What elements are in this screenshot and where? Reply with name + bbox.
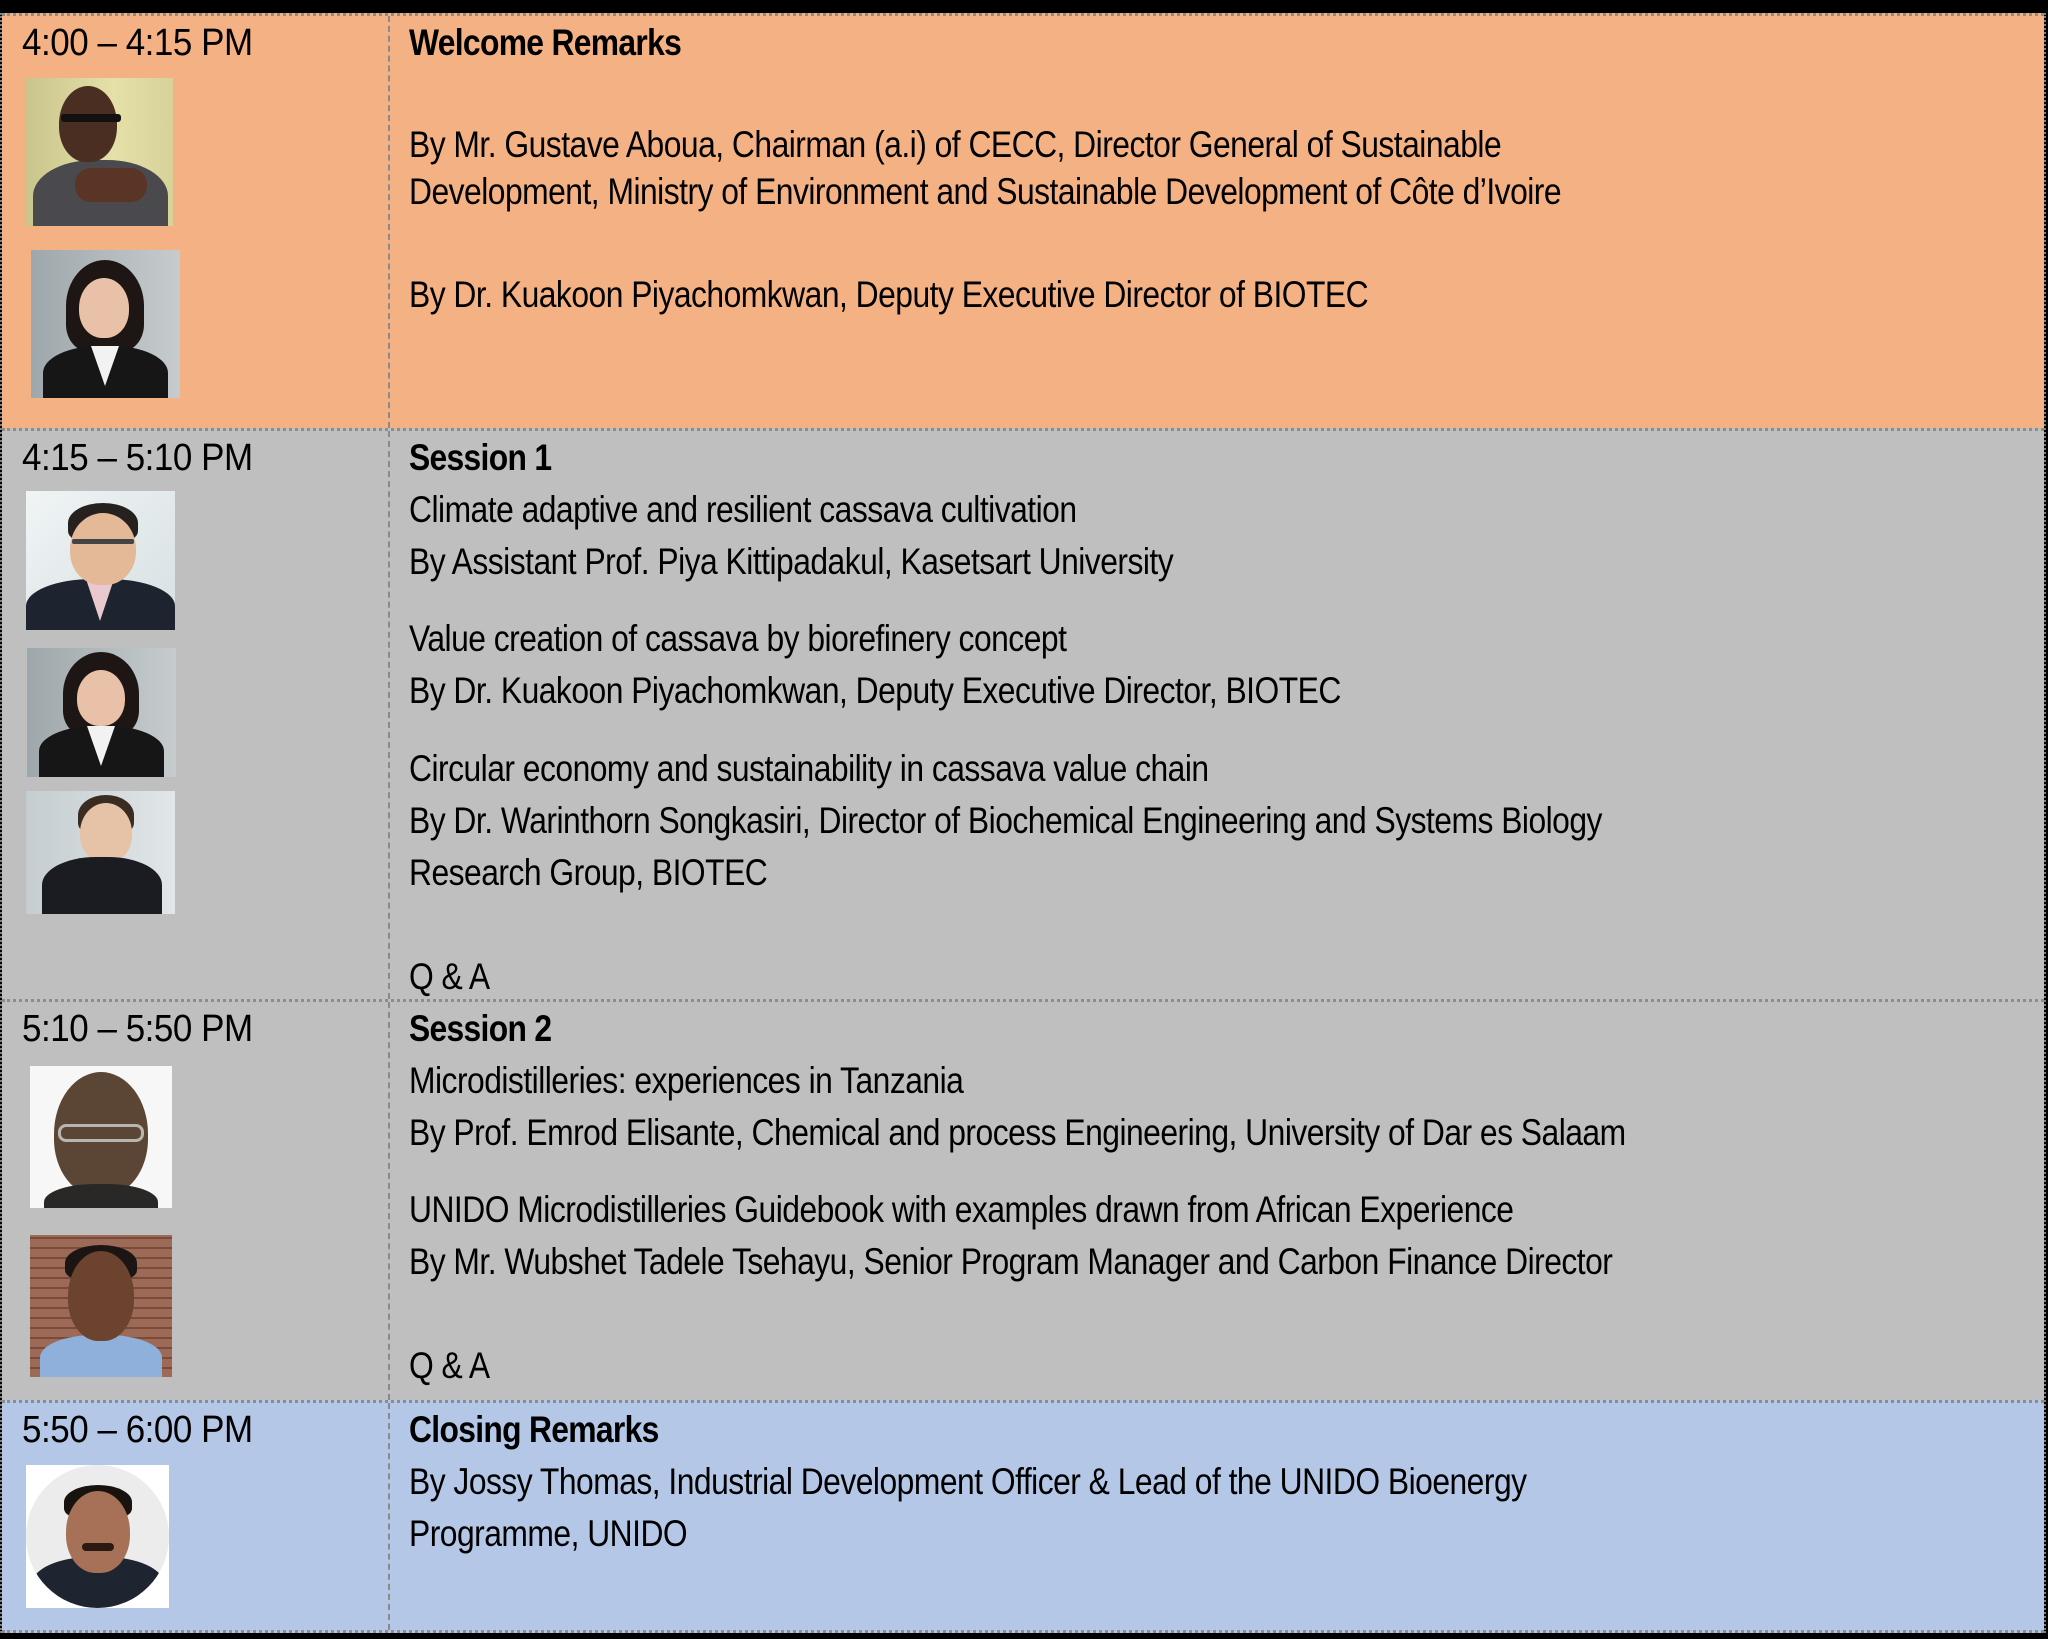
talk-speaker: By Mr. Wubshet Tadele Tsehayu, Senior Program Manager and Carbon Finance Director: [409, 1241, 1613, 1282]
row-title: Session 1: [409, 437, 552, 478]
talk-topic: Microdistilleries: experiences in Tanzania: [409, 1060, 964, 1101]
speaker-line: Development, Ministry of Environment and Sustainable Development of Côte d’Ivoire: [409, 171, 1562, 212]
speaker-line: Programme, UNIDO: [409, 1513, 688, 1554]
row-title: Closing Remarks: [409, 1409, 659, 1450]
talk-speaker: By Dr. Kuakoon Piyachomkwan, Deputy Executive Director, BIOTEC: [409, 670, 1341, 711]
talk-speaker-cont: Research Group, BIOTEC: [409, 852, 768, 893]
speaker-line: By Mr. Gustave Aboua, Chairman (a.i) of CECC, Director General of Sustainable: [409, 124, 1502, 165]
speaker-photo-wubshet-tadele-tsehayu: [30, 1235, 172, 1377]
content-cell: [409, 1403, 2024, 1630]
speaker-photo-gustave-aboua: [25, 78, 173, 226]
talk-topic: Value creation of cassava by biorefinery concept: [409, 618, 1067, 659]
time-slot: 5:50 – 6:00 PM: [22, 1409, 253, 1451]
speaker-photo-kuakoon-piyachomkwan: [31, 250, 180, 398]
agenda-row-session-2: [2, 999, 2044, 1400]
speaker-photo-kuakoon-piyachomkwan: [27, 648, 176, 777]
time-slot: 4:00 – 4:15 PM: [22, 22, 253, 64]
time-cell: [2, 16, 390, 428]
talk-topic: UNIDO Microdistilleries Guidebook with examples drawn from African Experience: [409, 1189, 1514, 1230]
talk-speaker: By Assistant Prof. Piya Kittipadakul, Kasetsart University: [409, 541, 1174, 582]
talk-topic: Climate adaptive and resilient cassava cultivation: [409, 489, 1077, 530]
content-cell: [409, 16, 2024, 428]
speaker-photo-piya-kittipadakul: [26, 491, 175, 630]
time-cell: [2, 1002, 390, 1400]
speaker-line: By Jossy Thomas, Industrial Development Officer & Lead of the UNIDO Bioenergy: [409, 1461, 1527, 1502]
agenda-table: [0, 13, 2046, 1633]
agenda-row-closing: [2, 1400, 2044, 1633]
time-cell: [2, 431, 390, 999]
content-cell: [409, 1002, 2024, 1400]
qa-label: Q & A: [409, 1345, 490, 1386]
speaker-photo-warinthorn-songkasiri: [26, 791, 175, 914]
speaker-photo-jossy-thomas: [26, 1465, 169, 1608]
qa-label: Q & A: [409, 956, 490, 997]
agenda-row-session-1: [2, 428, 2044, 999]
time-slot: 4:15 – 5:10 PM: [22, 437, 253, 479]
content-cell: [409, 431, 2024, 999]
speaker-line: By Dr. Kuakoon Piyachomkwan, Deputy Executive Director of BIOTEC: [409, 274, 1369, 315]
agenda-row-welcome: [2, 13, 2044, 428]
talk-speaker: By Dr. Warinthorn Songkasiri, Director of Biochemical Engineering and Systems Biology: [409, 800, 1602, 841]
talk-speaker: By Prof. Emrod Elisante, Chemical and process Engineering, University of Dar es Salaam: [409, 1112, 1626, 1153]
talk-topic: Circular economy and sustainability in cassava value chain: [409, 748, 1209, 789]
row-title: Welcome Remarks: [409, 22, 682, 63]
time-cell: [2, 1403, 390, 1630]
time-slot: 5:10 – 5:50 PM: [22, 1008, 253, 1050]
row-title: Session 2: [409, 1008, 552, 1049]
speaker-photo-emrod-elisante: [30, 1066, 172, 1208]
